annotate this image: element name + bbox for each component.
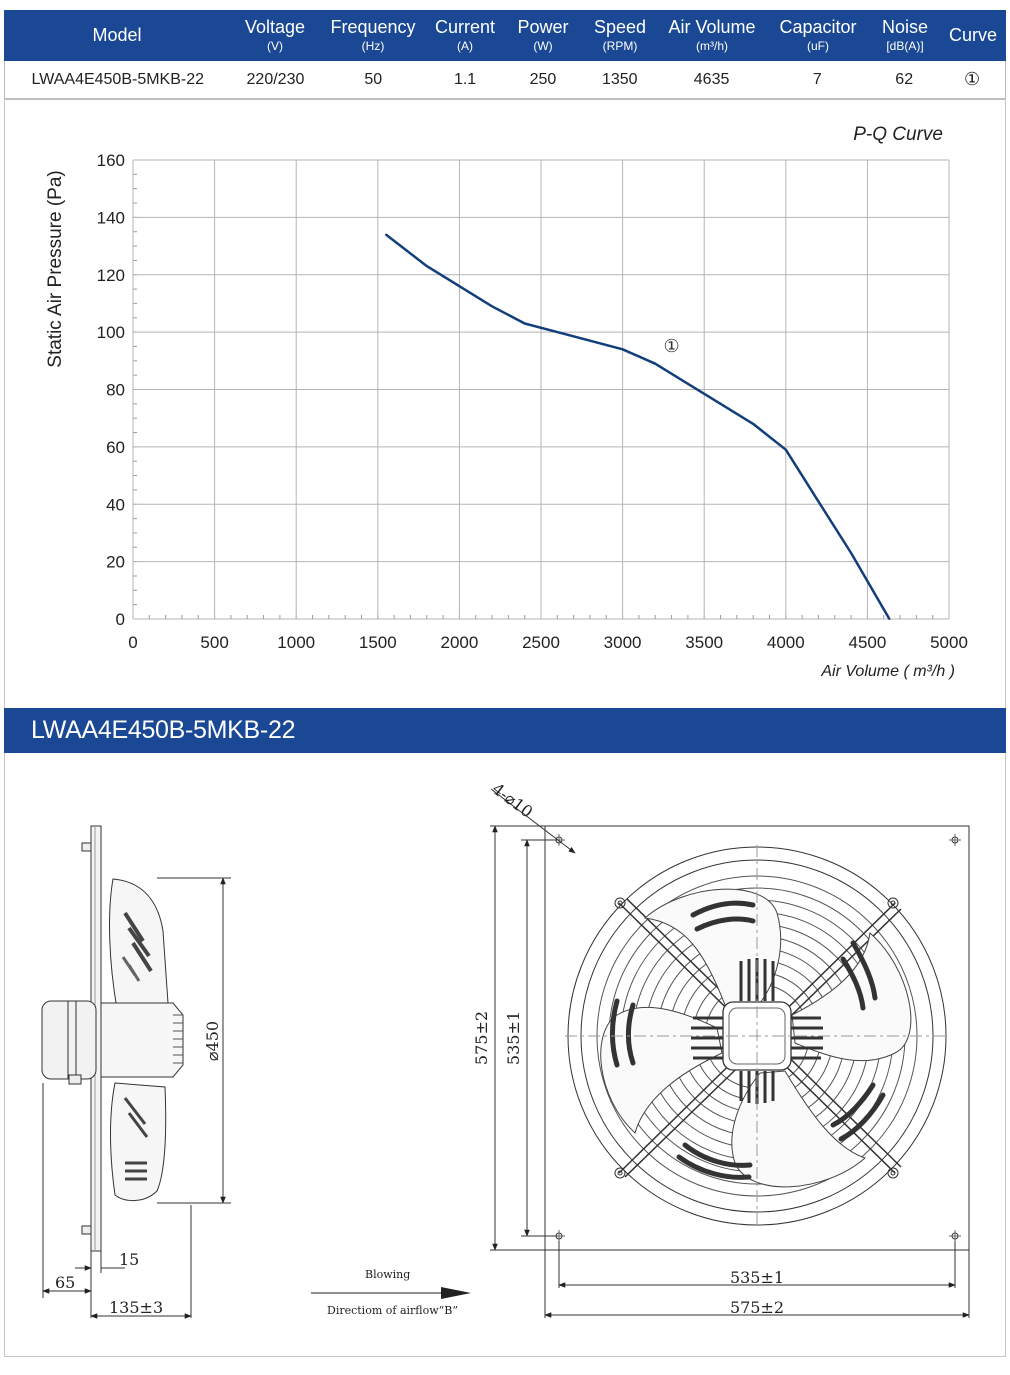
y-tick-label: 160 — [96, 151, 125, 170]
cell-speed: 1350 — [601, 70, 638, 88]
x-tick-label: 5000 — [930, 633, 968, 652]
cell-voltage: 220/230 — [246, 70, 305, 88]
series-point — [687, 383, 689, 385]
pq-chart — [5, 99, 1005, 708]
header-model: Model — [92, 25, 142, 45]
header-frequency: Frequency (Hz) — [330, 17, 416, 53]
chart-x-axis-label: Air Volume ( m³/h ) — [821, 663, 955, 680]
cell-capacitor: 7 — [812, 70, 822, 88]
x-tick-label: 4000 — [766, 633, 805, 652]
series-point — [556, 331, 558, 333]
model-banner: LWAA4E450B-5MKB-22 — [4, 708, 1006, 753]
technical-drawing — [5, 753, 1005, 1357]
dim-65-label: 65 — [55, 1273, 76, 1292]
x-tick-label: 3000 — [603, 633, 642, 652]
x-tick-label: 0 — [128, 633, 138, 652]
series-point — [458, 285, 460, 287]
diameter-label: ⌀450 — [203, 1020, 222, 1062]
side-motor — [42, 1001, 96, 1079]
series-point — [426, 265, 428, 267]
spec-table — [4, 10, 1006, 100]
series-point — [622, 348, 624, 350]
width-inner-label: 535±1 — [729, 1268, 785, 1287]
x-tick-label: 4500 — [848, 633, 887, 652]
y-tick-label: 60 — [106, 437, 125, 457]
header-air-volume: Air Volume (m³/h) — [668, 17, 756, 53]
dim-depth-label: 135±3 — [109, 1298, 164, 1317]
y-tick-label: 20 — [106, 552, 125, 572]
airflow-label-bottom: Directiom of airflow“B” — [327, 1304, 458, 1317]
x-tick-label: 3500 — [685, 633, 724, 652]
series-point — [752, 423, 754, 425]
series-point — [524, 323, 526, 325]
header-noise: Noise [dB(A)] — [881, 17, 929, 53]
series-point — [654, 363, 656, 365]
series-point — [589, 340, 591, 342]
series-point — [888, 618, 890, 620]
side-blade-lower — [111, 1083, 166, 1201]
series-point — [785, 449, 787, 451]
airflow-label-top: Blowing — [365, 1268, 411, 1281]
header-capacitor: Capacitor (uF) — [779, 17, 857, 53]
side-hub — [101, 1003, 183, 1077]
height-outer-label: 575±2 — [472, 1010, 491, 1066]
x-tick-label: 2500 — [522, 633, 560, 652]
side-bolt-bottom — [82, 1226, 91, 1234]
cell-curve: ① — [963, 69, 981, 90]
cell-power: 250 — [529, 70, 557, 88]
header-voltage: Voltage (V) — [244, 17, 306, 53]
side-view — [42, 826, 231, 1318]
series-label: ① — [663, 336, 680, 358]
front-view — [490, 789, 969, 1318]
y-tick-label: 120 — [96, 265, 125, 285]
spec-table-row — [4, 61, 1006, 100]
y-tick-label: 40 — [106, 495, 125, 515]
header-power: Power (W) — [517, 17, 569, 53]
x-tick-label: 500 — [200, 633, 229, 652]
width-outer-label: 575±2 — [729, 1298, 785, 1317]
cell-frequency: 50 — [364, 70, 383, 88]
y-tick-label: 140 — [96, 208, 125, 228]
cell-noise: 62 — [895, 70, 914, 88]
cell-model: LWAA4E450B-5MKB-22 — [31, 70, 205, 88]
cell-current: 1.1 — [453, 70, 477, 88]
dim-15-label: 15 — [119, 1250, 140, 1269]
series-point — [385, 234, 387, 236]
y-tick-label: 80 — [106, 380, 125, 400]
y-tick-label: 0 — [115, 610, 125, 629]
series-point — [720, 403, 722, 405]
header-current: Current (A) — [434, 17, 496, 53]
x-tick-label: 1000 — [277, 633, 316, 652]
airflow-arrow — [311, 1287, 471, 1299]
header-speed: Speed (RPM) — [593, 17, 647, 53]
height-inner-label: 535±1 — [504, 1010, 523, 1066]
side-bolt-top — [82, 843, 91, 851]
series-point — [817, 500, 819, 502]
chart-y-axis-label: Static Air Pressure (Pa) — [45, 170, 66, 368]
x-tick-label: 2000 — [440, 633, 479, 652]
spec-table-header — [4, 10, 1006, 61]
drawing-panel — [4, 753, 1006, 1357]
pq-chart-panel — [4, 99, 1006, 708]
cell-air-volume: 4635 — [693, 70, 730, 88]
header-curve: Curve — [948, 25, 997, 45]
series-point — [850, 552, 852, 554]
chart-title: P-Q Curve — [853, 124, 943, 145]
x-tick-label: 1500 — [358, 633, 397, 652]
series-point — [491, 305, 493, 307]
hole-label: 4-⌀10 — [488, 779, 537, 822]
y-tick-label: 100 — [96, 323, 125, 343]
